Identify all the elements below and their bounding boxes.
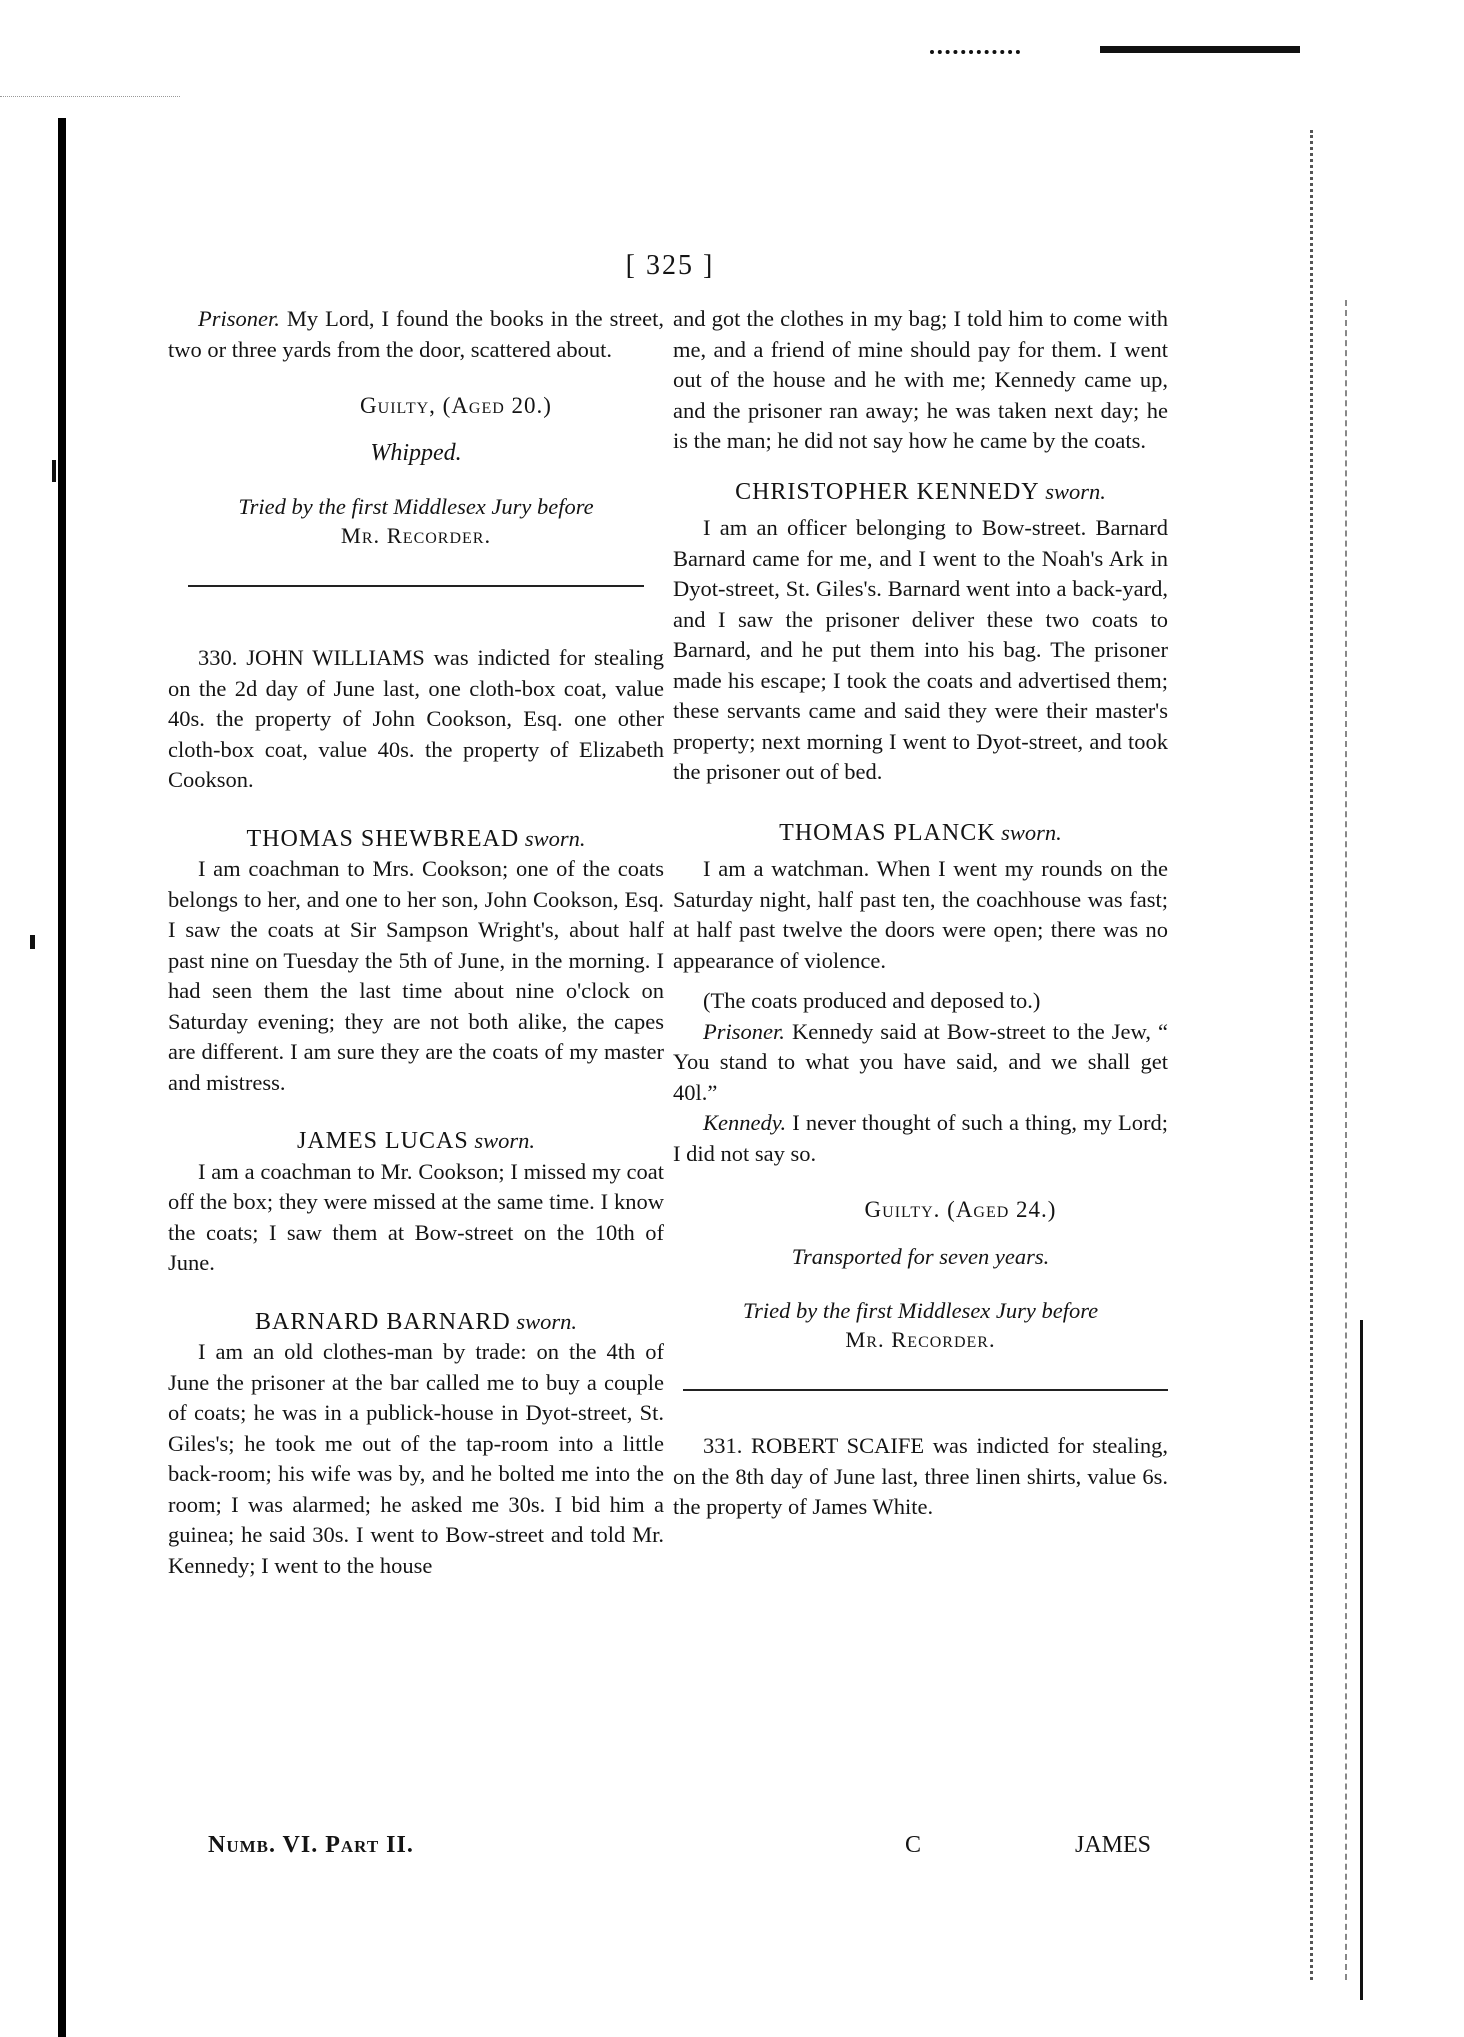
section-rule xyxy=(188,585,644,587)
tried-by-line: Tried by the first Middlesex Jury before xyxy=(238,494,594,519)
witness-name: CHRISTOPHER KENNEDY xyxy=(735,478,1040,505)
speaker-label: Kennedy. xyxy=(703,1110,787,1135)
scan-top-dots xyxy=(930,50,1020,60)
verdict: Guilty. (Aged 24.) xyxy=(864,1197,1057,1222)
witness-sworn: sworn. xyxy=(1001,819,1062,845)
speaker-label: Prisoner. xyxy=(198,306,280,331)
sentence: Transported for seven years. xyxy=(791,1243,1050,1269)
witness-testimony: I am a coachman to Mr. Cookson; I missed my coat off the box; they were missed at the same time. I know the coats; I saw them at Bow-street on the 10th of June. xyxy=(168,1158,664,1275)
tried-by-line: Tried by the first Middlesex Jury before xyxy=(742,1298,1099,1323)
witness-sworn: sworn. xyxy=(524,825,586,851)
case-330-indictment: 330. JOHN WILLIAMS was indicted for stealing on the 2d day of June last, one cloth-box coat, value 40s. the property of John Cookson, Esq. one other cloth-box coat, value 40s. the property of Elizabeth Cookson. xyxy=(168,645,664,792)
scan-left-edge xyxy=(58,118,66,2037)
witness-name: THOMAS PLANCK xyxy=(779,819,996,846)
kennedy-statement xyxy=(673,1108,1168,1169)
page-number: [ 325 ] xyxy=(625,250,715,281)
scan-speck xyxy=(30,935,35,949)
scan-top-line xyxy=(0,96,180,97)
signature-mark: C xyxy=(905,1832,922,1858)
witness-heading xyxy=(168,1126,664,1157)
witness-sworn: sworn. xyxy=(474,1128,535,1153)
signature-footer: Numb. VI. Part II. xyxy=(208,1832,414,1858)
statement-text: Kennedy said at Bow-street to the Jew, “ You stand to what you have said, and we shall get 40l.” xyxy=(673,1018,1169,1105)
scan-right-bar xyxy=(1360,1320,1363,2000)
witness-testimony: I am an old clothes-man by trade: on the 4th of June the prisoner at the bar called me to buy a couple of coats; he was in a publick-house in Dyot-street, St. Giles's; he took me out of the tap-room into a little back-room; his wife was by, and he bolted me into the room; I was alarmed; he asked me 30s. I bid him a guinea; he said 30s. I went to Bow-street and told Mr. Kennedy; I went to the house xyxy=(168,1339,664,1578)
statement-text: I never thought of such a thing, my Lord; I did not say so. xyxy=(673,1110,1168,1166)
exhibit-note: (The coats produced and deposed to.) xyxy=(703,988,1041,1013)
witness-heading xyxy=(168,824,664,855)
catchword: JAMES xyxy=(1075,1832,1152,1858)
prisoner-statement xyxy=(168,304,664,365)
statement-text: My Lord, I found the books in the street, two or three yards from the door, scattered about. xyxy=(168,306,665,362)
scan-speck xyxy=(52,460,56,482)
witness-heading xyxy=(673,818,1168,849)
witness-testimony-continued: and got the clothes in my bag; I told him to come with me, and a friend of mine should pay for them. I went out of the house and he with me; Kennedy came up, and the prisoner ran away; he was taken next day; he is the man; he did not say how he came by the coats. xyxy=(673,306,1168,453)
witness-sworn: sworn. xyxy=(1045,478,1106,504)
right-column xyxy=(673,304,1168,1523)
scan-top-bar xyxy=(1100,46,1300,53)
prisoner-statement xyxy=(673,1017,1168,1109)
case-331-indictment: 331. ROBERT SCAIFE was indicted for stealing, on the 8th day of June last, three linen shirts, value 6s. the property of James White. xyxy=(673,1433,1168,1519)
scan-right-dots xyxy=(1345,300,1347,1980)
witness-name: BARNARD BARNARD xyxy=(255,1308,511,1335)
tried-by-recorder: Mr. Recorder. xyxy=(340,522,492,548)
witness-heading xyxy=(673,477,1168,508)
left-column xyxy=(168,304,664,1581)
witness-testimony: I am a watchman. When I went my rounds on the Saturday night, half past ten, the coachhouse was fast; at half past twelve the doors were open; there was no appearance of violence. xyxy=(673,856,1168,973)
witness-name: JAMES LUCAS xyxy=(297,1128,469,1154)
scan-right-dots xyxy=(1310,130,1313,1980)
witness-sworn: sworn. xyxy=(516,1308,577,1334)
witness-heading xyxy=(168,1307,664,1338)
tried-by-recorder: Mr. Recorder. xyxy=(845,1326,996,1352)
witness-testimony: I am an officer belonging to Bow-street. Barnard Barnard came for me, and I went to the Noah's Ark in Dyot-street, St. Giles's. Barnard went into a back-yard, and I saw the prisoner deliver these two coats to Barnard, and he put them into his bag. The prisoner made his escape; I took the coats and advertised them; these servants came and said they were their master's property; next morning I went to Dyot-street, and took the prisoner out of bed. xyxy=(673,515,1168,784)
verdict: Guilty, (Aged 20.) xyxy=(360,393,552,418)
witness-testimony: I am coachman to Mrs. Cookson; one of the coats belongs to her, and one to her son, John Cookson, Esq. I saw the coats at Sir Sampson Wright's, about half past nine on Tuesday the 5th of June, in the morning. I had seen them the last time about nine o'clock on Saturday evening; they are not both alike, the capes are different. I am sure they are the coats of my master and mistress. xyxy=(168,856,664,1095)
speaker-label: Prisoner. xyxy=(703,1018,785,1044)
witness-name: THOMAS SHEWBREAD xyxy=(246,825,520,852)
sentence: Whipped. xyxy=(370,439,462,466)
section-rule xyxy=(683,1389,1168,1391)
